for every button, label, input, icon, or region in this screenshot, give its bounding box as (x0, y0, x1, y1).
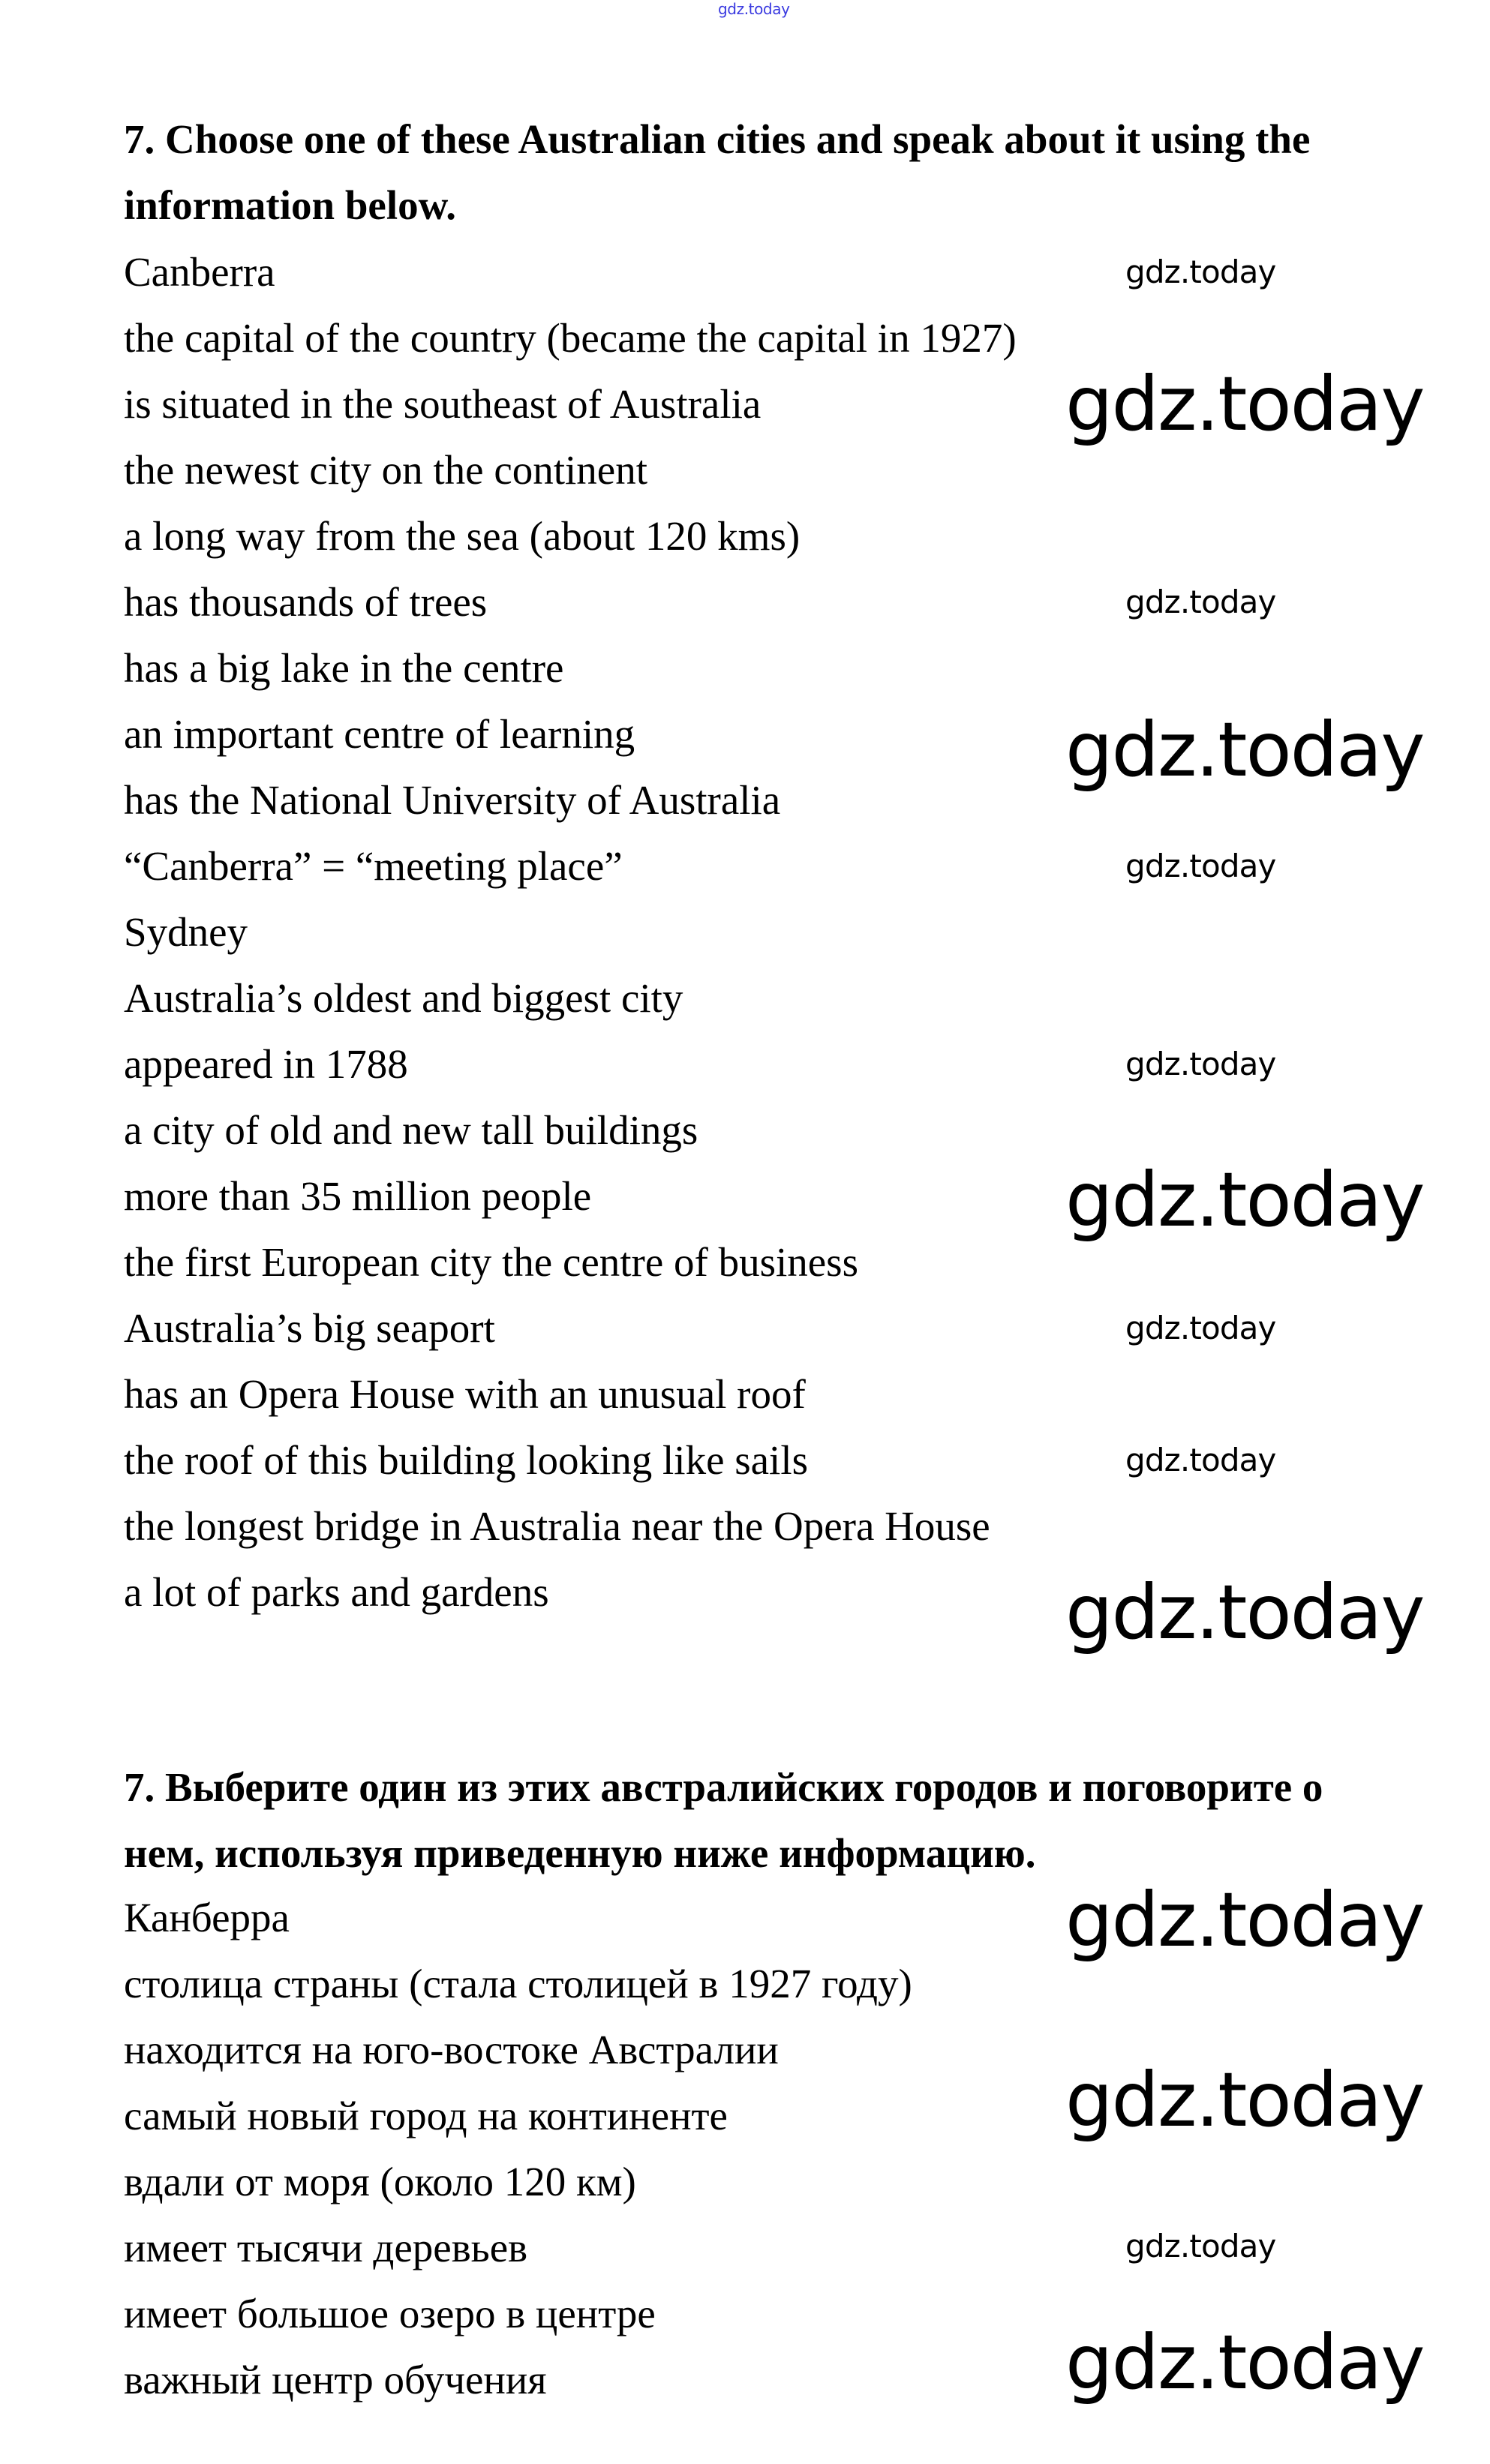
info-line-en: Australia’s oldest and biggest city (124, 975, 683, 1021)
exercise-heading-en: information below. (124, 182, 457, 228)
info-line-en: appeared in 1788 (124, 1041, 408, 1087)
info-line-en: more than 35 million people (124, 1173, 592, 1219)
info-line-en: an important centre of learning (124, 711, 635, 757)
info-line-ru: имеет большое озеро в центре (124, 2291, 656, 2336)
info-line-en: a long way from the sea (about 120 kms) (124, 513, 801, 559)
watermark: gdz.today (1065, 1156, 1424, 1244)
info-line-en: the first European city the centre of business (124, 1239, 858, 1285)
watermark: gdz.today (1125, 1310, 1276, 1346)
info-line-en: has a big lake in the centre (124, 645, 564, 691)
watermark: gdz.today (1125, 254, 1276, 290)
info-line-en: Sydney (124, 909, 248, 955)
watermark: gdz.today (1065, 706, 1424, 794)
watermark: gdz.today (1125, 1442, 1276, 1478)
info-line-en: the longest bridge in Australia near the Opera House (124, 1503, 990, 1549)
exercise-heading-ru: нем, используя приведенную ниже информацию. (124, 1830, 1036, 1876)
info-line-en: has an Opera House with an unusual roof (124, 1371, 806, 1417)
info-line-en: Canberra (124, 249, 275, 295)
info-line-en: the newest city on the continent (124, 447, 648, 493)
info-line-en: the capital of the country (became the capital in 1927) (124, 315, 1017, 361)
exercise-heading-en: 7. Choose one of these Australian cities and speak about it using the (124, 116, 1311, 162)
watermark: gdz.today (1125, 848, 1276, 884)
watermark: gdz.today (1125, 1046, 1276, 1082)
info-line-ru: столица страны (стала столицей в 1927 году) (124, 1961, 912, 2006)
info-line-en: has the National University of Australia (124, 777, 781, 823)
info-line-ru: важный центр обучения (124, 2357, 547, 2402)
watermark: gdz.today (1065, 1568, 1424, 1656)
info-line-ru: самый новый город на континенте (124, 2093, 728, 2138)
info-line-ru: Канберра (124, 1895, 290, 1940)
info-line-en: is situated in the southeast of Australia (124, 381, 762, 427)
info-line-ru: находится на юго-востоке Австралии (124, 2027, 779, 2072)
watermark: gdz.today (718, 0, 790, 18)
watermark: gdz.today (1125, 2228, 1276, 2264)
info-line-ru: вдали от моря (около 120 км) (124, 2159, 636, 2204)
info-line-en: “Canberra” = “meeting place” (124, 843, 623, 889)
info-line-en: a city of old and new tall buildings (124, 1107, 698, 1153)
watermark: gdz.today (1065, 1876, 1424, 1964)
watermark: gdz.today (1065, 2318, 1424, 2406)
exercise-heading-ru: 7. Выберите один из этих австралийских городов и поговорите о (124, 1764, 1323, 1810)
watermark: gdz.today (1065, 2056, 1424, 2144)
info-line-en: a lot of parks and gardens (124, 1569, 549, 1615)
info-line-en: Australia’s big seaport (124, 1305, 495, 1351)
info-line-en: has thousands of trees (124, 579, 488, 625)
watermark: gdz.today (1125, 584, 1276, 620)
watermark: gdz.today (1065, 360, 1424, 448)
info-line-en: the roof of this building looking like sails (124, 1437, 809, 1483)
info-line-ru: имеет тысячи деревьев (124, 2225, 528, 2270)
